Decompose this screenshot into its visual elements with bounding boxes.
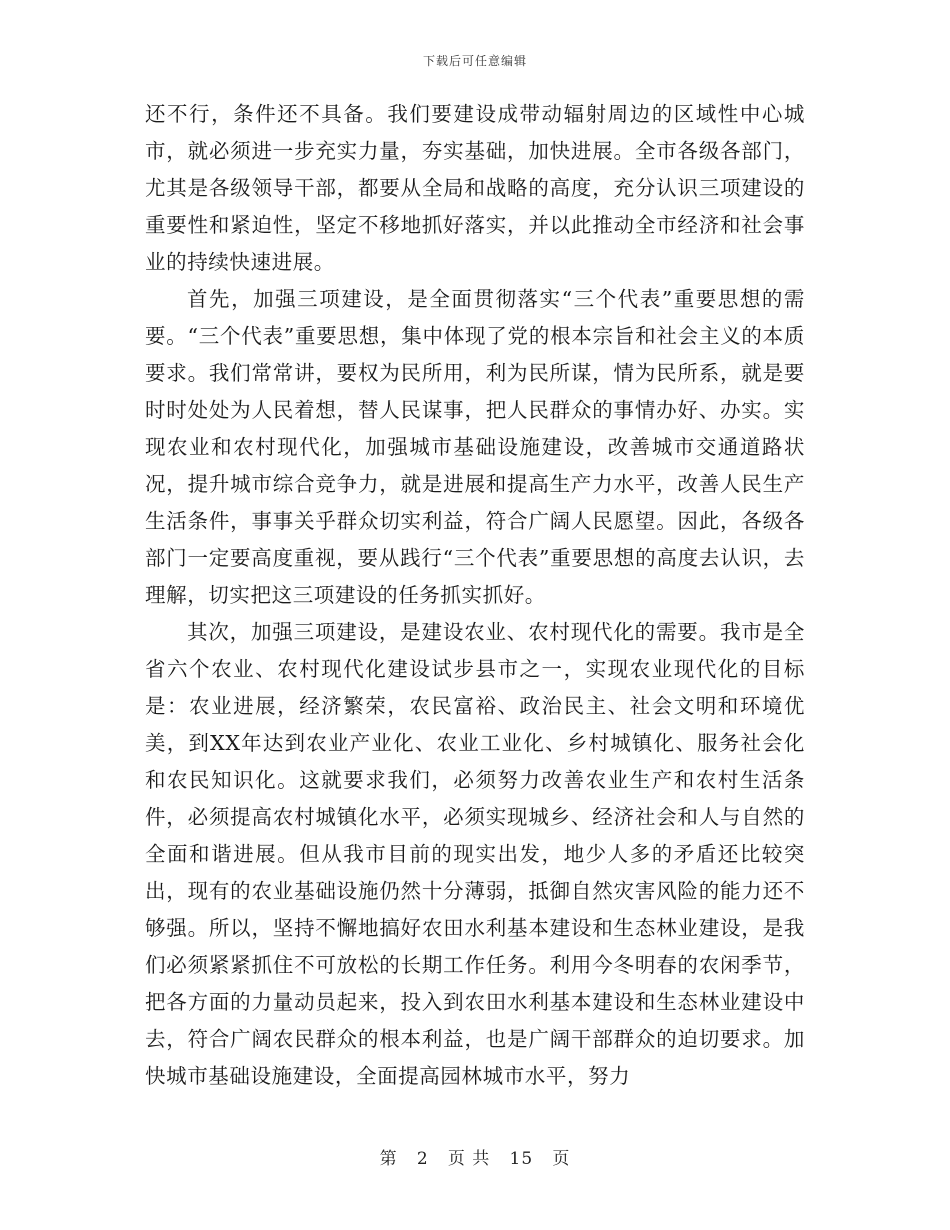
footer-suffix: 页 xyxy=(552,1149,571,1169)
paragraph-1: 还不行，条件还不具备。我们要建设成带动辐射周边的区域性中心城市，就必须进一步充实力量，夯实基础，加快进展。全市各级各部门，尤其是各级领导干部，都要从全局和战略的高度，充分认识三项建设的重要性和紧迫性，坚定不移地抓好落实，并以此推动全市经济和社会事业的持续快速进展。 xyxy=(145,102,805,274)
paragraph-3: 其次，加强三项建设，是建设农业、农村现代化的需要。我市是全省六个农业、农村现代化建设试步县市之一，实现农业现代化的目标是：农业进展，经济繁荣，农民富裕、政治民主、社会文明和环境优美，到XX年达到农业产业化、农业工业化、乡村城镇化、服务社会化和农民知识化。这就要求我们，必须努力改善农业生产和农村生活条件，必须提高农村城镇化水平，必须实现城乡、经济社会和人与自然的全面和谐进展。但从我市目前的现实出发，地少人多的矛盾还比较突出，现有的农业基础设施仍然十分薄弱，抵御自然灾害风险的能力还不够强。所以，坚持不懈地搞好农田水利基本建设和生态林业建设，是我们必须紧紧抓住不可放松的长期工作任务。利用今冬明春的农闲季节，把各方面的力量动员起来，投入到农田水利基本建设和生态林业建设中去，符合广阔农民群众的根本利益，也是广阔干部群众的迫切要求。加快城市基础设施建设，全面提高园林城市水平，努力 xyxy=(145,620,805,1088)
footer-total-pages: 15 xyxy=(509,1149,534,1169)
paragraph-2: 首先，加强三项建设，是全面贯彻落实“三个代表”重要思想的需要。“三个代表”重要思想，集中体现了党的根本宗旨和社会主义的本质要求。我们常常讲，要权为民所用，利为民所谋，情为民所系，就是要时时处处为人民着想，替人民谋事，把人民群众的事情办好、办实。实现农业和农村现代化，加强城市基础设施建设，改善城市交通道路状况，提升城市综合竞争力，就是进展和提高生产力水平，改善人民生产生活条件，事事关乎群众切实利益，符合广阔人民愿望。因此，各级各部门一定要高度重视，要从践行“三个代表”重要思想的高度去认识，去理解，切实把这三项建设的任务抓实抓好。 xyxy=(145,287,805,607)
footer-middle: 页 共 xyxy=(447,1149,491,1169)
footer-prefix: 第 xyxy=(379,1149,398,1169)
footer-page-number: 2 xyxy=(416,1149,429,1169)
document-body xyxy=(145,96,805,1095)
page-header: 下载后可任意编辑 xyxy=(422,54,527,68)
page-footer xyxy=(0,1144,950,1169)
